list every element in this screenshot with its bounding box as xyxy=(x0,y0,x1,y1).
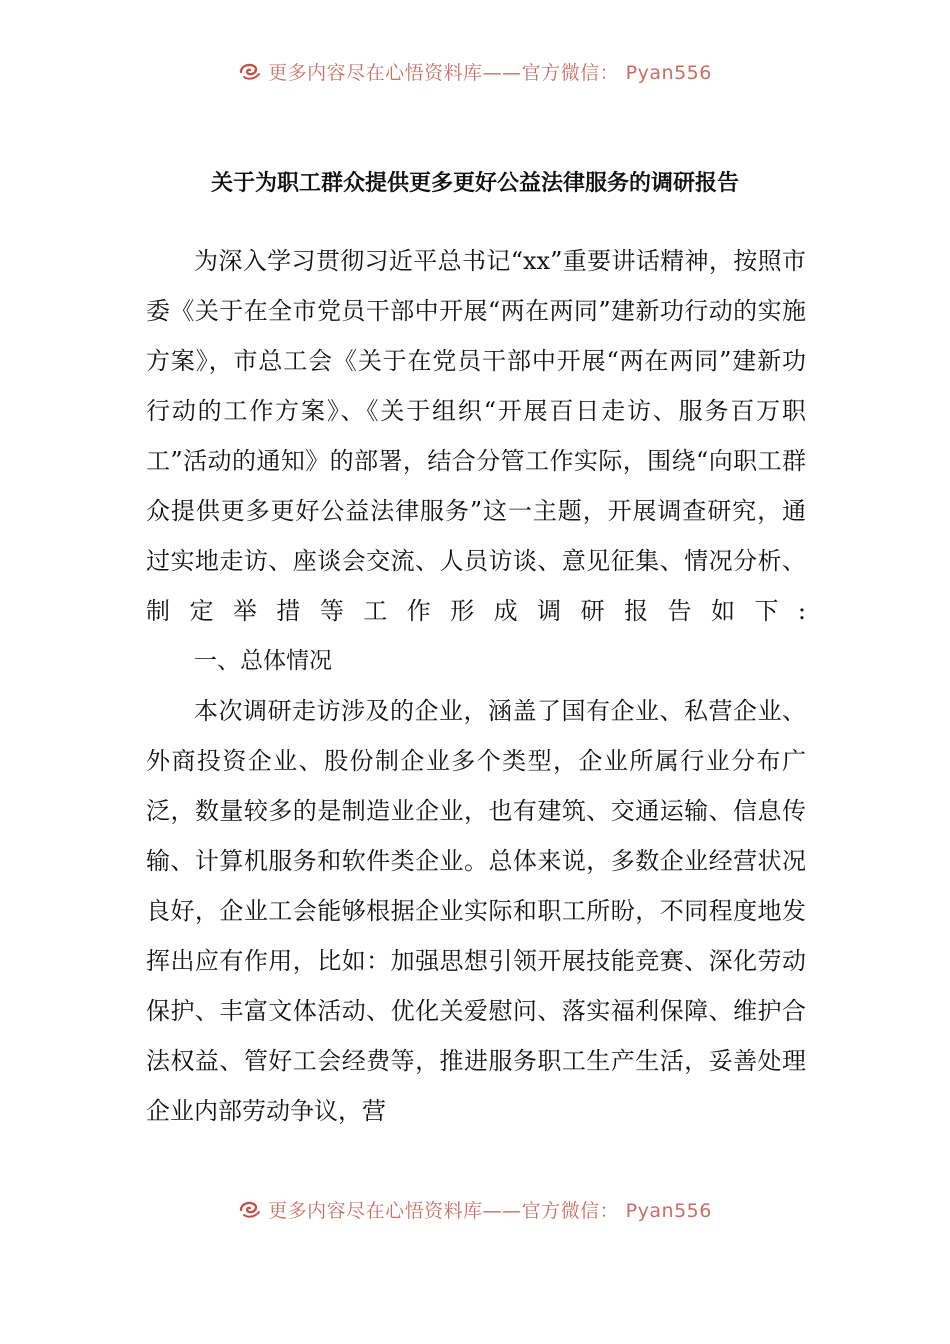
red-swirl-logo-icon xyxy=(238,60,262,82)
intro-paragraph: 为深入学习贯彻习近平总书记“xx”重要讲话精神，按照市委《关于在全市党员干部中开展“两在两同”建新功行动的实施方案》，市总工会《关于在党员干部中开展“两在两同”建新功行动的工作方案》、《关于组织“开展百日走访、服务百万职工”活动的通知》的部署，结合分管工作实际，围绕“向职工群众提供更多更好公益法律服务”这一主题，开展调查研究，通过实地走访、座谈会交流、人员访谈、意见征集、情况分析、制定举措等工作形成调研报告如下: xyxy=(146,247,806,625)
watermark-banner-bottom xyxy=(0,1192,950,1226)
document-body xyxy=(146,236,806,1136)
section-paragraph: 本次调研走访涉及的企业，涵盖了国有企业、私营企业、外商投资企业、股份制企业多个类型，企业所属行业分布广泛，数量较多的是制造业企业，也有建筑、交通运输、信息传输、计算机服务和软件类企业。总体来说，多数企业经营状况良好，企业工会能够根据企业实际和职工所盼，不同程度地发挥出应有作用，比如：加强思想引领开展技能竞赛、深化劳动保护、丰富文体活动、优化关爱慰问、落实福利保障、维护合法权益、管好工会经费等，推进服务职工生产生活，妥善处理企业内部劳动争议，营 xyxy=(146,697,806,1125)
watermark-text: 更多内容尽在心悟资料库——官方微信： Pyan556 xyxy=(268,1199,712,1222)
watermark-text: 更多内容尽在心悟资料库——官方微信： Pyan556 xyxy=(268,61,712,84)
document-title: 关于为职工群众提供更多更好公益法律服务的调研报告 xyxy=(210,170,739,196)
watermark-banner-top xyxy=(0,54,950,88)
red-swirl-logo-icon xyxy=(238,1198,262,1220)
section-heading: 一、总体情况 xyxy=(194,648,332,674)
